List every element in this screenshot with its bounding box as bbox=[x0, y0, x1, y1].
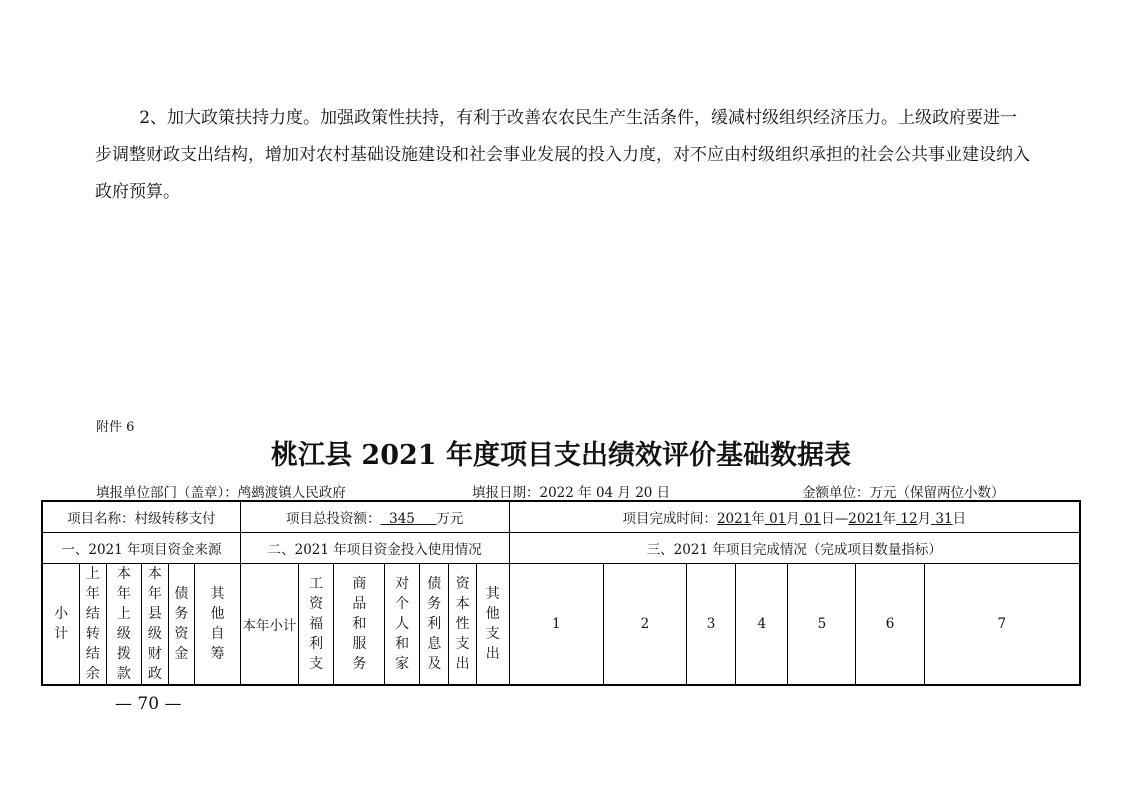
page-number: — 70 — bbox=[115, 694, 182, 714]
source-col-header: 其他自筹 bbox=[195, 563, 241, 685]
source-col-header: 小计 bbox=[42, 563, 80, 685]
reporting-date: 填报日期：2022 年 04 月 20 日 bbox=[472, 485, 671, 501]
reporting-unit: 填报单位部门（盖章）：鸬鹚渡镇人民政府 bbox=[96, 485, 346, 501]
attachment-label: 附件 6 bbox=[96, 420, 135, 435]
body-paragraph: 2、加大政策扶持力度。加强政策性扶持，有利于改善农农民生产生活条件，缓减村级组织经济压力。上级政府要进一步调整财政支出结构，增加对农村基础设施建设和社会事业发展的投入力度，对不应由村级组织承担的社会公共事业建设纳入政府预算。 bbox=[95, 108, 1030, 202]
use-col-header: 商品和服务 bbox=[334, 563, 385, 685]
section-funding-use: 二、2021 年项目资金投入使用情况 bbox=[240, 532, 509, 563]
end-day: 31 bbox=[935, 510, 953, 527]
completion-col-header: 4 bbox=[736, 563, 788, 685]
end-month: 12 bbox=[900, 510, 918, 527]
source-col-header: 上年结转结余 bbox=[80, 563, 106, 685]
section-completion: 三、2021 年项目完成情况（完成项目数量指标） bbox=[509, 532, 1080, 563]
use-col-header: 其他支出 bbox=[476, 563, 509, 685]
investment-label: 项目总投资额： bbox=[286, 510, 381, 527]
completion-col-header: 7 bbox=[924, 563, 1080, 685]
completion-col-header: 6 bbox=[856, 563, 924, 685]
investment-unit: 万元 bbox=[436, 510, 464, 527]
end-year: 2021 bbox=[848, 510, 883, 527]
investment-value: 345 bbox=[389, 510, 415, 527]
use-col-header: 对个人和家 bbox=[385, 563, 420, 685]
start-month: 01 bbox=[769, 510, 787, 527]
use-col-header: 工资福利支 bbox=[298, 563, 334, 685]
table-title: 桃江县 2021 年度项目支出绩效评价基础数据表 bbox=[271, 440, 851, 471]
completion-col-header: 1 bbox=[509, 563, 604, 685]
source-col-header: 债务资金 bbox=[168, 563, 194, 685]
performance-data-table bbox=[41, 500, 1081, 686]
section-funding-source: 一、2021 年项目资金来源 bbox=[42, 532, 240, 563]
completion-time-cell: 项目完成时间：2021年 01月 01日—2021年 12月 31日 bbox=[509, 501, 1080, 532]
start-year: 2021 bbox=[716, 510, 752, 527]
start-day: 01 bbox=[804, 510, 822, 527]
source-col-header: 本年上级拨款 bbox=[106, 563, 142, 685]
use-col-header: 资本性支出 bbox=[449, 563, 476, 685]
use-col-header: 本年小计 bbox=[240, 563, 298, 685]
currency-unit: 金额单位：万元（保留两位小数） bbox=[802, 485, 1005, 501]
completion-col-header: 2 bbox=[604, 563, 686, 685]
project-name-cell bbox=[42, 501, 240, 532]
project-name: 项目名称：村级转移支付 bbox=[67, 510, 216, 527]
completion-col-header: 5 bbox=[788, 563, 856, 685]
completion-time-label: 项目完成时间： bbox=[622, 510, 717, 527]
use-col-header: 债务利息及 bbox=[419, 563, 449, 685]
source-col-header: 本年县级财政 bbox=[142, 563, 168, 685]
investment-cell bbox=[240, 501, 509, 532]
completion-col-header: 3 bbox=[686, 563, 736, 685]
